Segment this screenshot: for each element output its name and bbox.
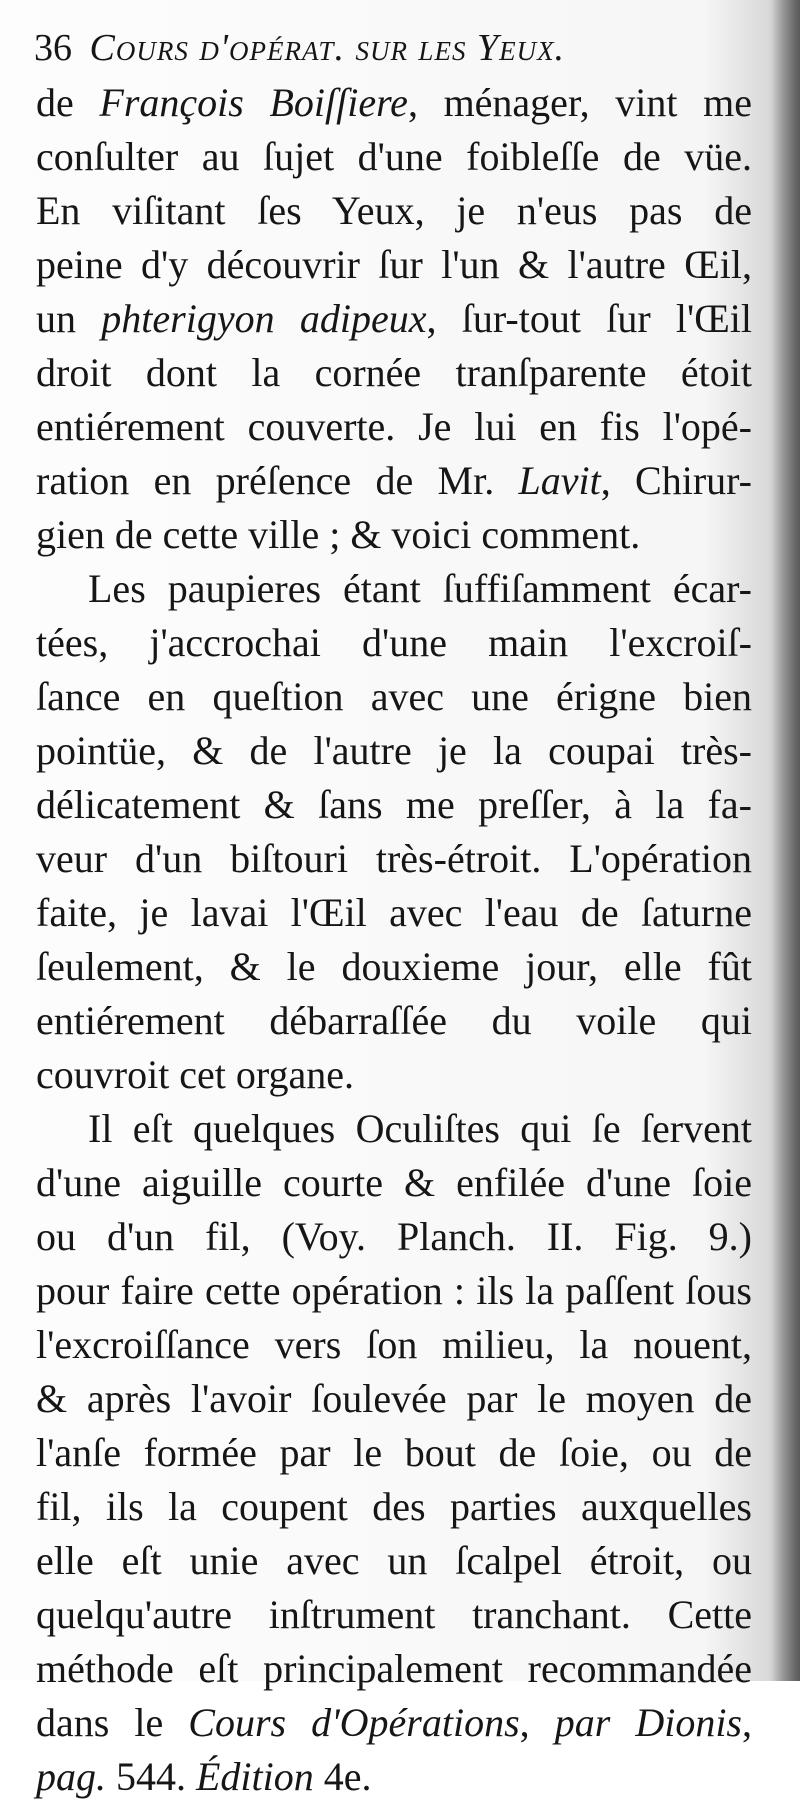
text-line [36, 400, 752, 454]
text-line [36, 1048, 752, 1102]
text-segment: fil, ils la coupent des parties auxquelles [36, 1484, 752, 1529]
text-line [36, 1534, 752, 1588]
text-segment: Les paupieres étant ſuffiſamment écar- [88, 566, 752, 611]
italic-text: pag. [36, 1754, 106, 1799]
text-line [36, 562, 752, 616]
text-segment: méthode eſt principalement recommandée [36, 1646, 752, 1691]
text-line [36, 346, 752, 400]
italic-text: par Dionis [554, 1700, 743, 1745]
text-segment: gien de cette ville ; & voici comment. [36, 512, 641, 557]
text-segment: , [742, 1700, 753, 1745]
text-line [36, 1210, 752, 1264]
text-segment: , [519, 1700, 555, 1745]
text-line [36, 508, 752, 562]
running-title: Cours d'opérat. sur les Yeux. [89, 27, 566, 69]
text-line [36, 778, 752, 832]
text-line [36, 1426, 752, 1480]
text-segment: délicatement & ſans me preſſer, à la fa- [36, 782, 752, 827]
text-segment: faite, je lavai l'Œil avec l'eau de ſaturne [36, 890, 752, 935]
text-segment: un [36, 296, 102, 341]
text-line [36, 76, 752, 130]
text-line [36, 1480, 752, 1534]
text-segment: , Chirur- [600, 458, 752, 503]
text-segment: quelqu'autre inſtrument tranchant. Cette [36, 1592, 752, 1637]
text-line [36, 184, 752, 238]
text-segment: conſulter au ſujet d'une foibleſſe de vüe. [36, 134, 752, 179]
text-line [36, 1372, 752, 1426]
text-line [36, 940, 752, 994]
text-line [36, 616, 752, 670]
running-header [34, 20, 754, 76]
text-line [36, 130, 752, 184]
text-segment: couvroit cet organe. [36, 1052, 355, 1097]
text-segment: droit dont la cornée tranſparente étoit [36, 350, 752, 395]
text-segment: entiérement couverte. Je lui en fis l'opé- [36, 404, 752, 449]
italic-text: François Boiſſiere [99, 80, 408, 125]
text-line [36, 886, 752, 940]
text-line [36, 724, 752, 778]
text-segment: 4e. [313, 1754, 372, 1799]
text-segment: , ſur-tout ſur l'Œil [426, 296, 753, 341]
text-segment: 544. [106, 1754, 196, 1799]
text-segment: l'anſe formée par le bout de ſoie, ou de [36, 1430, 752, 1475]
text-line [36, 1102, 752, 1156]
text-segment: peine d'y découvrir ſur l'un & l'autre Œil, [36, 242, 752, 287]
text-segment: En viſitant ſes Yeux, je n'eus pas de [36, 188, 752, 233]
text-line [36, 292, 752, 346]
text-line [36, 238, 752, 292]
text-segment: dans le [36, 1700, 189, 1745]
text-line [36, 1750, 752, 1804]
text-segment: de [36, 80, 100, 125]
italic-text: Cours d'Opérations [188, 1700, 520, 1745]
text-segment: elle eſt unie avec un ſcalpel étroit, ou [36, 1538, 752, 1583]
text-line [36, 1318, 752, 1372]
text-line [36, 1696, 752, 1750]
text-segment: ſeulement, & le douxieme jour, elle fût [36, 944, 752, 989]
text-segment: pointüe, & de l'autre je la coupai très- [36, 728, 752, 773]
text-line [36, 1156, 752, 1210]
text-line [36, 832, 752, 886]
page-gutter-shadow [772, 0, 800, 1681]
text-segment: ration en préſence de Mr. [36, 458, 519, 503]
italic-text: phterigyon adipeux [101, 296, 427, 341]
text-segment: pour faire cette opération : ils la paſſent ſous [36, 1268, 752, 1313]
text-line [36, 1588, 752, 1642]
text-line [36, 454, 752, 508]
text-segment: , ménager, vint me [407, 80, 752, 125]
page-number: 36 [34, 27, 72, 69]
italic-text: Édition [196, 1754, 314, 1799]
text-segment: ou d'un fil, (Voy. Planch. II. Fig. 9.) [36, 1214, 752, 1259]
text-segment: entiérement débarraſſée du voile qui [36, 998, 752, 1043]
text-segment: & après l'avoir ſoulevée par le moyen de [36, 1376, 752, 1421]
text-segment: Il eſt quelques Oculiſtes qui ſe ſervent [88, 1106, 752, 1151]
text-segment: veur d'un biſtouri très-étroit. L'opération [36, 836, 752, 881]
text-line [36, 670, 752, 724]
text-line [36, 1642, 752, 1696]
text-segment: l'excroiſſance vers ſon milieu, la nouent, [36, 1322, 752, 1367]
text-segment: d'une aiguille courte & enfilée d'une ſoie [36, 1160, 752, 1205]
italic-text: Lavit [518, 458, 601, 503]
text-segment: ſance en queſtion avec une érigne bien [36, 674, 752, 719]
body-text [36, 76, 752, 1804]
text-line [36, 1264, 752, 1318]
text-segment: tées, j'accrochai d'une main l'excroiſ- [36, 620, 752, 665]
text-line [36, 994, 752, 1048]
